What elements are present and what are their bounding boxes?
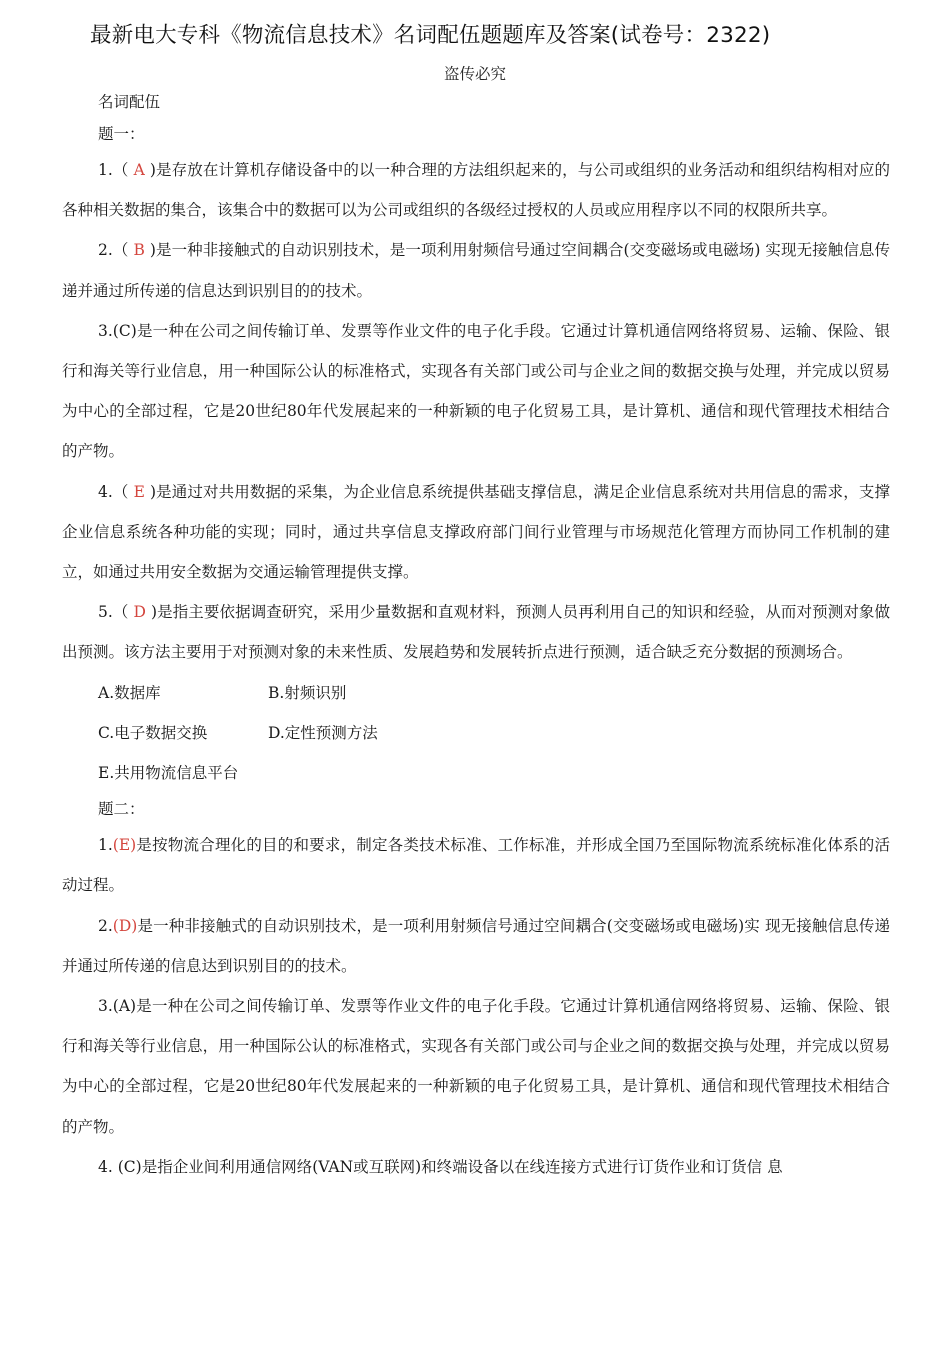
- option-d: D.定性预测方法: [268, 723, 378, 742]
- answer-letter: (E): [112, 836, 137, 855]
- question-text: )是一种非接触式的自动识别技术，是一项利用射频信号通过空间耦合(交变磁场或电磁场) 实现无接触信息传递并通过所传递的信息达到识别目的的技术。: [62, 241, 891, 300]
- question-text: )是指主要依据调查研究，采用少量数据和直观材料，预测人员再利用自己的知识和经验，从而对预测对象做出预测。该方法主要用于对预测对象的未来性质、发展趋势和发展转折点进行预测，适合缺乏充分数据的预测场合。: [62, 603, 891, 662]
- question-number: 1.（: [98, 161, 134, 179]
- option-b: B.射频识别: [268, 683, 347, 702]
- question-number: 3.: [98, 997, 113, 1016]
- group-1-label: 题一：: [98, 125, 145, 143]
- question-1-1: [62, 150, 890, 230]
- question-number: 5.（: [98, 603, 134, 622]
- question-1-2: [62, 230, 890, 310]
- question-number: 2.（: [98, 241, 134, 260]
- question-2-3: [62, 986, 890, 1147]
- question-1-5: [62, 592, 890, 672]
- question-number: 3.: [98, 321, 113, 340]
- question-number: 1.: [98, 836, 113, 855]
- page-title: 最新电大专科《物流信息技术》名词配伍题题库及答案(试卷号：2322): [90, 23, 771, 48]
- question-2-4: [62, 1147, 890, 1187]
- question-number: 2.: [98, 916, 113, 935]
- answer-letter: E: [133, 482, 145, 501]
- question-number: 4.: [98, 1157, 118, 1176]
- question-text: 是指企业间利用通信网络(VAN或互联网)和终端设备以在线连接方式进行订货作业和订货信 息: [141, 1157, 783, 1176]
- answer-letter: (A): [112, 997, 137, 1016]
- question-text: 是一种在公司之间传输订单、发票等作业文件的电子化手段。它通过计算机通信网络将贸易、运输、保险、银行和海关等行业信息，用一种国际公认的标准格式，实现各有关部门或公司与企业之间的数据交换与处理，并完成以贸易为中心的全部过程，它是20世纪80年代发展起来的一种新颖的电子化贸易工具，是计算机、通信和现代管理技术相结合的产物。: [62, 321, 890, 461]
- answer-letter: (C): [112, 321, 137, 340]
- options-list: [62, 673, 890, 794]
- section-label: 名词配伍: [98, 93, 161, 111]
- question-text: 是一种在公司之间传输订单、发票等作业文件的电子化手段。它通过计算机通信网络将贸易、运输、保险、银行和海关等行业信息，用一种国际公认的标准格式，实现各有关部门或公司与企业之间的数据交换与处理，并完成以贸易为中心的全部过程，它是20世纪80年代发展起来的一种新颖的电子化贸易工具，是计算机、通信和现代管理技术相结合的产物。: [62, 997, 890, 1136]
- document-body: [62, 86, 890, 1187]
- options-row: [98, 673, 890, 713]
- options-row: [98, 713, 890, 753]
- page-subtitle: 盗传必究: [443, 65, 506, 83]
- option-a: A.数据库: [98, 683, 161, 702]
- group-2-label: 题二：: [98, 800, 145, 819]
- question-text: )是存放在计算机存储设备中的以一种合理的方法组织起来的，与公司或组织的业务活动和组织结构相对应的各种相关数据的集合，该集合中的数据可以为公司或组织的各级经过授权的人员或应用程序以不同的权限所共享。: [62, 161, 890, 220]
- question-2-2: [62, 906, 890, 986]
- answer-letter: (D): [112, 916, 138, 935]
- question-1-3: [62, 311, 890, 472]
- option-c: C.电子数据交换: [98, 723, 208, 742]
- question-number: 4.（: [98, 482, 134, 501]
- question-2-1: [62, 825, 890, 905]
- option-e: E.共用物流信息平台: [98, 764, 239, 783]
- question-text: 是按物流合理化的目的和要求，制定各类技术标准、工作标准，并形成全国乃至国际物流系统标准化体系的活动过程。: [62, 836, 890, 895]
- answer-letter: (C): [117, 1157, 142, 1176]
- question-1-4: [62, 472, 890, 593]
- question-text: 是一种非接触式的自动识别技术，是一项利用射频信号通过空间耦合(交变磁场或电磁场)实 现无接触信息传递并通过所传递的信息达到识别目的的技术。: [62, 916, 890, 975]
- answer-letter: A: [133, 161, 145, 179]
- options-row: [98, 753, 890, 793]
- answer-letter: B: [133, 241, 145, 260]
- answer-letter: D: [133, 603, 146, 622]
- question-text: )是通过对共用数据的采集，为企业信息系统提供基础支撑信息，满足企业信息系统对共用信息的需求，支撑企业信息系统各种功能的实现；同时，通过共享信息支撑政府部门间行业管理与市场规范化管理方而协同工作机制的建立，如通过共用安全数据为交通运输管理提供支撑。: [62, 482, 891, 582]
